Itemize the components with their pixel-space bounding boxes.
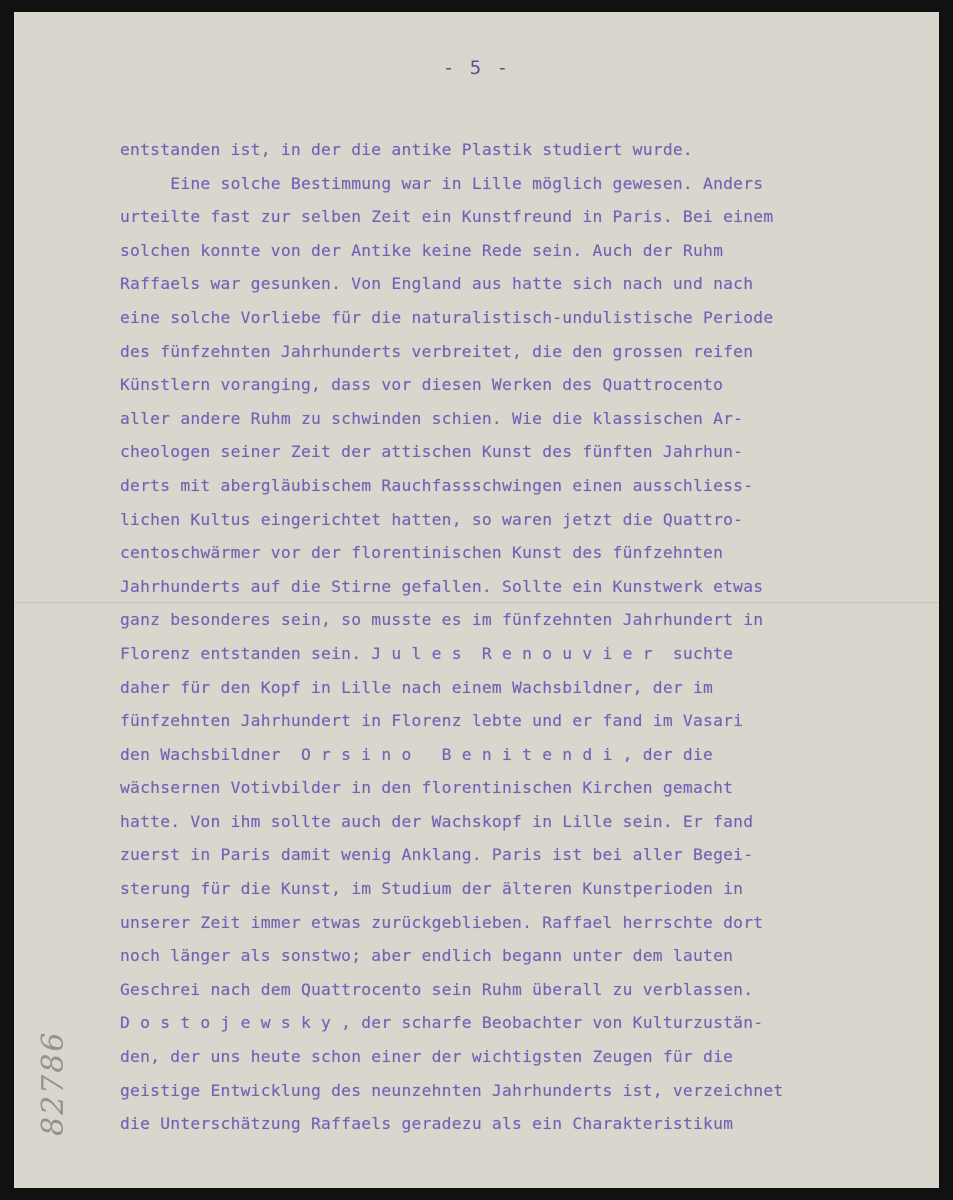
text-line: aller andere Ruhm zu schwinden schien. Wie die klassischen Ar- (120, 408, 744, 428)
text-line: die Unterschätzung Raffaels geradezu als ein Charakteristikum (120, 1114, 734, 1134)
text-line: ganz besonderes sein, so musste es im fünfzehnten Jahrhundert in (120, 610, 764, 630)
text-line: Geschrei nach dem Quattrocento sein Ruhm überall zu verblassen. (120, 979, 754, 999)
text-line: hatte. Von ihm sollte auch der Wachskopf in Lille sein. Er fand (120, 811, 754, 831)
text-line: noch länger als sonstwo; aber endlich begann unter dem lauten (120, 946, 734, 966)
archive-pencil-number: 82786 (36, 1030, 71, 1136)
body-text (120, 133, 920, 1141)
text-line: lichen Kultus eingerichtet hatten, so waren jetzt die Quattro- (120, 509, 744, 529)
text-line: den, der uns heute schon einer der wichtigsten Zeugen für die (120, 1047, 734, 1067)
text-line: Künstlern voranging, dass vor diesen Werken des Quattrocento (120, 375, 724, 395)
text-line: geistige Entwicklung des neunzehnten Jahrhunderts ist, verzeichnet (120, 1080, 784, 1100)
text-line: urteilte fast zur selben Zeit ein Kunstfreund in Paris. Bei einem (120, 207, 774, 227)
text-line: entstanden ist, in der die antike Plastik studiert wurde. (120, 140, 693, 159)
text-line: Raffaels war gesunken. Von England aus hatte sich nach und nach (120, 274, 754, 294)
text-line: den Wachsbildner O r s i n o B e n i t e n d i , der die (120, 744, 714, 764)
text-line: unserer Zeit immer etwas zurückgeblieben. Raffael herrschte dort (120, 912, 764, 932)
text-line: Eine solche Bestimmung war in Lille möglich gewesen. Anders (120, 173, 764, 193)
text-line: zuerst in Paris damit wenig Anklang. Paris ist bei aller Begei- (120, 845, 754, 865)
text-line: derts mit abergläubischem Rauchfassschwingen einen ausschliess- (120, 475, 754, 495)
text-line: wächsernen Votivbilder in den florentinischen Kirchen gemacht (120, 778, 734, 798)
document-page (14, 12, 939, 1188)
text-line: cheologen seiner Zeit der attischen Kunst des fünften Jahrhun- (120, 442, 744, 462)
text-line: D o s t o j e w s k y , der scharfe Beobachter von Kulturzustän- (120, 1013, 764, 1033)
page-number: - 5 - (442, 57, 511, 79)
text-line: fünfzehnten Jahrhundert in Florenz lebte und er fand im Vasari (120, 711, 744, 731)
text-line: daher für den Kopf in Lille nach einem Wachsbildner, der im (120, 677, 714, 697)
text-line: Florenz entstanden sein. J u l e s R e n o u v i e r suchte (120, 643, 734, 663)
text-line: Jahrhunderts auf die Stirne gefallen. Sollte ein Kunstwerk etwas (120, 576, 764, 596)
text-line: sterung für die Kunst, im Studium der älteren Kunstperioden in (120, 879, 744, 899)
text-line: solchen konnte von der Antike keine Rede sein. Auch der Ruhm (120, 240, 724, 260)
text-line: centoschwärmer vor der florentinischen Kunst des fünfzehnten (120, 543, 724, 563)
text-line: des fünfzehnten Jahrhunderts verbreitet, die den grossen reifen (120, 341, 754, 361)
text-line: eine solche Vorliebe für die naturalistisch-undulistische Periode (120, 307, 774, 327)
